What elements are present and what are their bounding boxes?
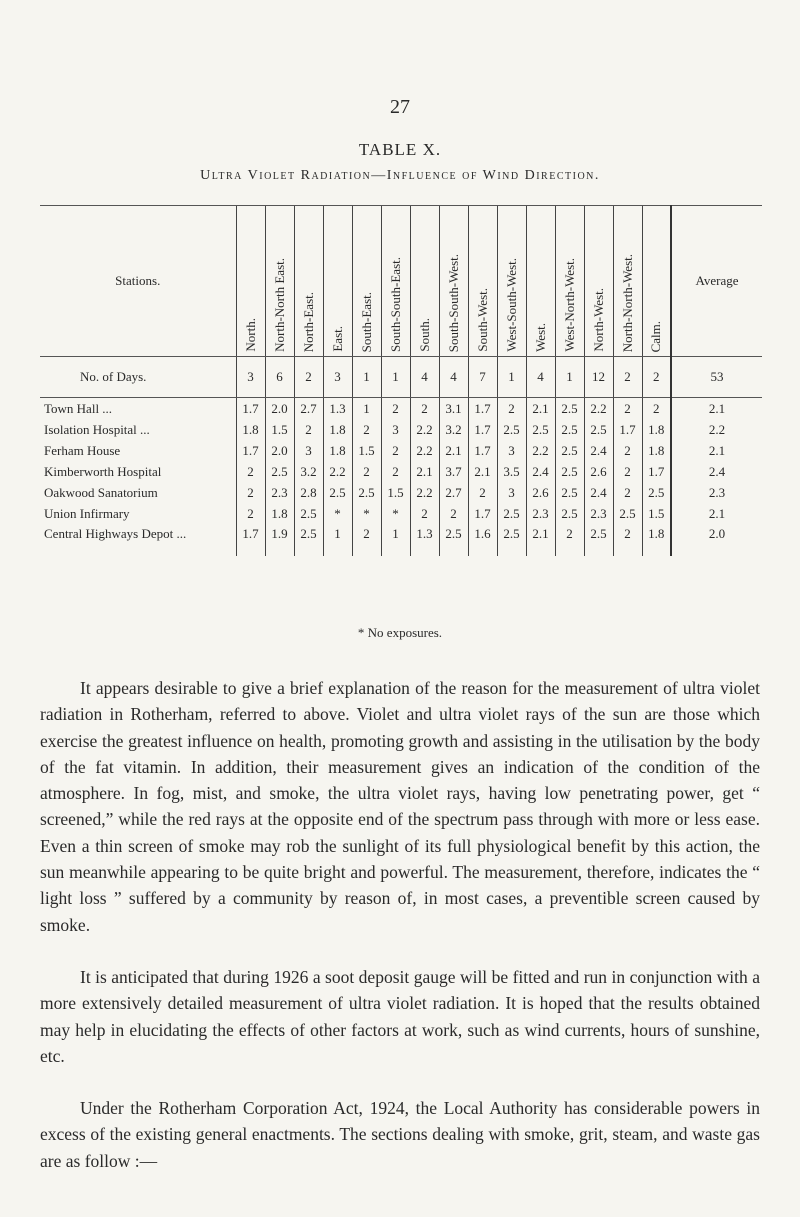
uv-value: * <box>323 503 352 524</box>
station-name <box>40 419 236 440</box>
uv-value: 2.1 <box>526 524 555 556</box>
table-subtitle: Ultra Violet Radiation—Influence of Wind Direction. <box>200 168 600 183</box>
direction-header <box>265 206 294 357</box>
table-row <box>40 398 762 420</box>
station-name <box>40 503 236 524</box>
station-name-text: Union Infirmary <box>44 505 130 521</box>
average-header: Average <box>671 206 762 357</box>
table-row <box>40 419 762 440</box>
direction-header <box>613 206 642 357</box>
uv-value: 2.3 <box>265 482 294 503</box>
direction-label: West-South-West. <box>503 258 519 352</box>
uv-value: 2 <box>294 419 323 440</box>
table-row <box>40 440 762 461</box>
days-count: 4 <box>439 357 468 398</box>
page-number: 27 <box>390 96 410 118</box>
wind-direction-table <box>40 205 762 615</box>
days-count: 2 <box>294 357 323 398</box>
station-name <box>40 524 236 556</box>
uv-value: 2.5 <box>497 503 526 524</box>
uv-value: 2 <box>352 461 381 482</box>
direction-label: North-North-West. <box>619 253 635 352</box>
uv-value: 3.2 <box>294 461 323 482</box>
uv-value: 1.8 <box>642 440 671 461</box>
table-row <box>40 482 762 503</box>
direction-label: North-East. <box>300 291 316 352</box>
uv-value: 2.5 <box>352 482 381 503</box>
days-count: 4 <box>410 357 439 398</box>
uv-value: 1.5 <box>265 419 294 440</box>
table-title: TABLE X. <box>358 140 442 159</box>
direction-label: South-South-West. <box>445 253 461 352</box>
table-row <box>40 503 762 524</box>
station-name-text: Ferham House <box>44 442 121 458</box>
direction-header <box>642 206 671 357</box>
direction-label: North-North East. <box>271 258 287 352</box>
days-count: 7 <box>468 357 497 398</box>
direction-label: North-West. <box>590 288 606 352</box>
average-value: 2.3 <box>671 482 762 503</box>
uv-value: 2.5 <box>294 524 323 556</box>
uv-value: 3.5 <box>497 461 526 482</box>
uv-value: 1.7 <box>468 503 497 524</box>
uv-value: 2.4 <box>526 461 555 482</box>
uv-value: 2.5 <box>439 524 468 556</box>
uv-value: 1.3 <box>410 524 439 556</box>
uv-value: 2.5 <box>642 482 671 503</box>
days-label: No. of Days. <box>40 357 236 398</box>
uv-value: 2 <box>381 398 410 420</box>
uv-value: 2.2 <box>410 440 439 461</box>
direction-label: South-East. <box>358 291 374 352</box>
uv-value: 2.2 <box>410 419 439 440</box>
uv-value: 2.1 <box>410 461 439 482</box>
uv-value: 2.5 <box>526 419 555 440</box>
uv-value: 2.5 <box>613 503 642 524</box>
paragraph: It appears desirable to give a brief explanation of the reason for the measurement of ultra violet radiation in Rotherham, referred to above. Violet and ultra violet rays of the sun are those which exercise the greatest influence on health, promoting growth and assisting in the utilisation by the body of the fat vitamin. In addition, their measurement gives an indication of the condition of the atmosphere. In fog, mist, and smoke, the ultra violet rays, having low penetrating power, get “ screened,” while the red rays at the opposite end of the spectrum pass through with more or less ease. Even a thin screen of smoke may rob the sunlight of its full physiological benefit by this action, the sun meanwhile appearing to be quite bright and powerful. The measurement, therefore, indicates the “ light loss ” suffered by a community by reason of, in most cases, a preventible screen caused by smoke. <box>40 678 760 935</box>
average-value: 2.1 <box>671 440 762 461</box>
station-name-text: Central Highways Depot ... <box>44 526 187 541</box>
days-count: 2 <box>642 357 671 398</box>
uv-value: 2.2 <box>584 398 613 420</box>
uv-value: 2.1 <box>439 440 468 461</box>
uv-value: 2 <box>613 440 642 461</box>
uv-value: 2.5 <box>555 398 584 420</box>
days-count: 1 <box>381 357 410 398</box>
uv-value: 2.7 <box>439 482 468 503</box>
uv-value: 2.1 <box>468 461 497 482</box>
uv-value: 1.7 <box>236 524 265 556</box>
uv-value: 2 <box>613 461 642 482</box>
uv-value: 2.5 <box>555 440 584 461</box>
uv-value: 2 <box>642 398 671 420</box>
paragraph: It is anticipated that during 1926 a soot deposit gauge will be fitted and run in conjunction with a more extensively detailed measurement of ultra violet radiation. It is hoped that the results obtained may help in elucidating the effects of other factors at work, such as wind currents, hours of sunshine, etc. <box>40 966 760 1066</box>
days-count: 1 <box>555 357 584 398</box>
direction-header <box>323 206 352 357</box>
uv-value: 1.3 <box>323 398 352 420</box>
uv-value: 1 <box>323 524 352 556</box>
direction-label: West-North-West. <box>561 258 577 352</box>
uv-value: 1.7 <box>642 461 671 482</box>
uv-value: 3 <box>381 419 410 440</box>
uv-value: 2.4 <box>584 482 613 503</box>
average-value: 2.2 <box>671 419 762 440</box>
average-value: 2.0 <box>671 524 762 556</box>
uv-value: 1.8 <box>265 503 294 524</box>
uv-value: 1 <box>381 524 410 556</box>
days-count: 12 <box>584 357 613 398</box>
uv-value: 2 <box>497 398 526 420</box>
uv-value: 2 <box>555 524 584 556</box>
days-count: 2 <box>613 357 642 398</box>
table-row <box>40 524 762 556</box>
uv-value: 2.8 <box>294 482 323 503</box>
station-name <box>40 398 236 420</box>
uv-value: 1.7 <box>236 398 265 420</box>
uv-value: 3.1 <box>439 398 468 420</box>
direction-label: West. <box>532 323 548 352</box>
uv-value: 2.3 <box>526 503 555 524</box>
direction-header <box>497 206 526 357</box>
uv-value: 2 <box>410 398 439 420</box>
uv-value: 3 <box>294 440 323 461</box>
uv-value: 2 <box>236 503 265 524</box>
days-count: 6 <box>265 357 294 398</box>
direction-label: North. <box>242 318 258 352</box>
station-name <box>40 440 236 461</box>
uv-value: 1.5 <box>381 482 410 503</box>
uv-value: 1.7 <box>468 398 497 420</box>
average-value: 2.1 <box>671 398 762 420</box>
station-name-text: Kimberworth Hospital <box>44 463 162 479</box>
uv-value: 2.5 <box>584 419 613 440</box>
uv-value: 2.5 <box>555 461 584 482</box>
uv-value: 3.7 <box>439 461 468 482</box>
days-count: 1 <box>497 357 526 398</box>
uv-value: 2 <box>381 440 410 461</box>
average-value: 2.1 <box>671 503 762 524</box>
body-text <box>40 675 760 1200</box>
uv-value: 1.7 <box>613 419 642 440</box>
uv-value: 2 <box>410 503 439 524</box>
station-name-text: Oakwood Sanatorium <box>44 484 158 500</box>
uv-value: 2.3 <box>584 503 613 524</box>
days-count: 3 <box>236 357 265 398</box>
stations-header: Stations. <box>40 206 236 357</box>
uv-value: 2.5 <box>555 503 584 524</box>
station-name <box>40 482 236 503</box>
station-name-text: Town Hall ... <box>44 400 113 416</box>
uv-value: 1.6 <box>468 524 497 556</box>
uv-value: 2 <box>381 461 410 482</box>
table-row <box>40 461 762 482</box>
uv-value: 2.4 <box>584 440 613 461</box>
uv-value: 2.5 <box>497 524 526 556</box>
direction-header <box>584 206 613 357</box>
direction-label: South. <box>416 318 432 352</box>
direction-label: South-West. <box>474 288 490 352</box>
uv-value: 2.0 <box>265 398 294 420</box>
direction-header <box>526 206 555 357</box>
uv-value: 1.8 <box>642 419 671 440</box>
uv-value: 2.5 <box>555 419 584 440</box>
uv-value: 2.5 <box>497 419 526 440</box>
uv-value: 2.5 <box>294 503 323 524</box>
uv-value: 2 <box>352 524 381 556</box>
uv-value: * <box>381 503 410 524</box>
direction-label: South-South-East. <box>387 257 403 352</box>
uv-value: 2.0 <box>265 440 294 461</box>
direction-header <box>294 206 323 357</box>
uv-value: 2 <box>352 419 381 440</box>
uv-value: 2 <box>613 398 642 420</box>
days-total: 53 <box>671 357 762 398</box>
direction-label: East. <box>329 326 345 352</box>
uv-value: 1.7 <box>468 440 497 461</box>
uv-value: 1.8 <box>323 440 352 461</box>
uv-value: 1.5 <box>642 503 671 524</box>
uv-value: * <box>352 503 381 524</box>
uv-value: 3 <box>497 482 526 503</box>
uv-value: 2 <box>468 482 497 503</box>
uv-value: 2.2 <box>410 482 439 503</box>
direction-label: Calm. <box>648 320 664 352</box>
uv-value: 2.7 <box>294 398 323 420</box>
uv-value: 2.1 <box>526 398 555 420</box>
average-value: 2.4 <box>671 461 762 482</box>
direction-header <box>468 206 497 357</box>
direction-header <box>439 206 468 357</box>
footnote: * No exposures. <box>357 625 443 640</box>
uv-value: 2.5 <box>555 482 584 503</box>
uv-value: 3 <box>497 440 526 461</box>
uv-value: 3.2 <box>439 419 468 440</box>
uv-value: 2 <box>613 524 642 556</box>
uv-value: 1.5 <box>352 440 381 461</box>
uv-value: 2.2 <box>323 461 352 482</box>
station-name <box>40 461 236 482</box>
days-count: 1 <box>352 357 381 398</box>
uv-value: 1 <box>352 398 381 420</box>
uv-value: 1.8 <box>236 419 265 440</box>
uv-value: 2.5 <box>265 461 294 482</box>
uv-value: 1.8 <box>323 419 352 440</box>
paragraph: Under the Rotherham Corporation Act, 1924, the Local Authority has considerable powers in excess of the existing general enactments. The sections dealing with smoke, grit, steam, and waste gas are as follow :— <box>40 1098 760 1171</box>
uv-value: 1.8 <box>642 524 671 556</box>
uv-value: 2 <box>613 482 642 503</box>
uv-value: 2.6 <box>584 461 613 482</box>
direction-header <box>410 206 439 357</box>
uv-value: 2 <box>236 461 265 482</box>
direction-header <box>236 206 265 357</box>
station-name-text: Isolation Hospital ... <box>44 421 150 437</box>
direction-header <box>352 206 381 357</box>
uv-value: 1.7 <box>468 419 497 440</box>
uv-value: 1.7 <box>236 440 265 461</box>
direction-header <box>555 206 584 357</box>
uv-value: 2.5 <box>584 524 613 556</box>
uv-value: 1.9 <box>265 524 294 556</box>
uv-value: 2.6 <box>526 482 555 503</box>
uv-value: 2.2 <box>526 440 555 461</box>
uv-value: 2 <box>236 482 265 503</box>
direction-header <box>381 206 410 357</box>
uv-value: 2 <box>439 503 468 524</box>
uv-value: 2.5 <box>323 482 352 503</box>
days-count: 3 <box>323 357 352 398</box>
days-count: 4 <box>526 357 555 398</box>
